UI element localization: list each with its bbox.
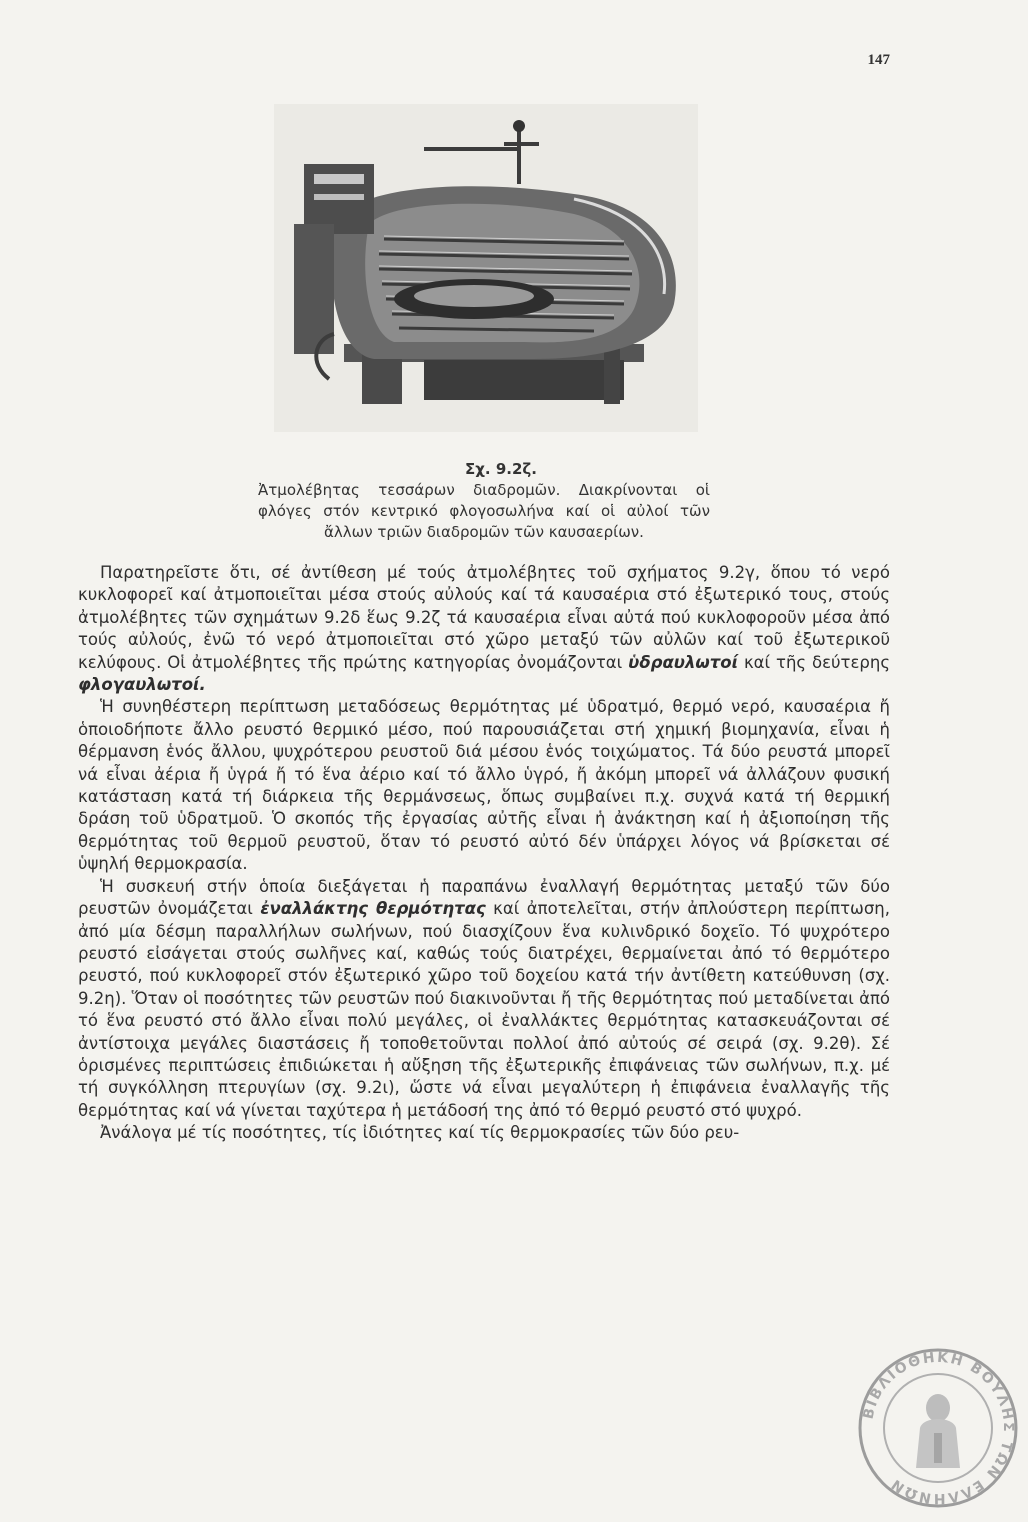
term-hydraulotoi: ὑδραυλωτοί [628, 652, 739, 672]
paragraph-3-text-b: καί ἀποτελεῖται, στήν ἀπλούστερη περίπτωση, ἀπό μία δέσμη παραλλήλων σωλήνων, πού διασχίζουν ἕνα κυλινδρικό δοχεῖο. Τό ψυχρότερο ρευστό εἰσάγεται στούς σωλῆνες καί, καθώς τούς διατρέχει, θερμαίνεται ἀπό τό θερμότερο ρευστό, πού κυκλοφορεῖ στόν ἐξωτερικό χῶρο τοῦ δοχείου κατά τήν ἀντίθετη κατεύθυνση (σχ. 9.2η). Ὅταν οἱ ποσότητες τῶν ρευστῶν πού διακινοῦνται ἤ τῆς θερμότητας πού μεταδίνεται ἀπό τό ἕνα ρευστό στό ἄλλο εἶναι πολύ μεγάλες, οἱ ἐναλλάκτες θερμότητας κατασκευάζονται σέ ἀντίστοιχα μεγάλες διαστάσεις ἤ τοποθετοῦνται πολλοί ἀπό αὐτούς σέ σειρά (σχ. 9.2θ). Σέ ὁρισμένες περιπτώσεις ἐπιδιώκεται ἡ αὔξηση τῆς ἐξωτερικῆς ἐπιφάνειας τῶν σωλήνων, π.χ. μέ τή συγκόλληση πτερυγίων (σχ. 9.2ι), ὥστε νά εἶναι μεγαλύτερη ἡ ἐπιφάνεια ἐναλλαγῆς τῆς θερμότητας καί νά γίνεται ταχύτερα ἡ μετάδοσή της ἀπό τό θερμό ρευστό στό ψυχρό. [78, 899, 891, 1120]
paragraph-3 [78, 876, 890, 1122]
paragraph-1 [78, 562, 890, 696]
paragraph-4: Ἀνάλογα μέ τίς ποσότητες, τίς ἰδιότητες καί τίς θερμοκρασίες τῶν δύο ρευ- [100, 1123, 740, 1143]
library-stamp [848, 1338, 1028, 1518]
page-number: 147 [867, 52, 890, 68]
paragraph-1-text-b: καί τῆς δεύτερης [743, 652, 891, 672]
boiler-photo [274, 104, 698, 432]
figure-caption: Ἀτμολέβητας τεσσάρων διαδρομῶν. Διακρίνονται οἱ φλόγες στόν κεντρικό φλογοσωλήνα καί οἱ αὐλοί τῶν ἄλλων τριῶν διαδρομῶν τῶν καυσαερίων. [258, 481, 710, 541]
body-text [78, 562, 890, 1145]
svg-text:ΒΙΒΛΙΟΘΗΚΗ ΒΟΥΛΗΣ ΤΩΝ ΕΛΛΗΝΩΝ: ΒΙΒΛΙΟΘΗΚΗ ΒΟΥΛΗΣ ΤΩΝ ΕΛΛΗΝΩΝ [860, 1349, 1017, 1507]
term-heat-exchanger: ἐναλλάκτης θερμότητας [260, 899, 486, 919]
term-flogaulotoi: φλογαυλωτοί. [78, 675, 206, 695]
paragraph-1-text-a: Παρατηρεῖστε ὅτι, σέ ἀντίθεση μέ τούς ἀτμολέβητες τοῦ σχήματος 9.2γ, ὅπου τό νερό κυκλοφορεῖ καί ἀτμοποιεῖται μέσα στούς αὐλούς καί τά καυσαέρια στό ἐξωτερικό τους, στούς ἀτμολέβητες τῶν σχημάτων 9.2δ ἕως 9.2ζ τά καυσαέρια εἶναι αὐτά πού κυκλοφοροῦν μέσα ἀπό τούς αὐλούς, ἐνῶ τό νερό ἀτμοποιεῖται στό χῶρο μεταξύ τῶν αὐλῶν καί τοῦ ἐξωτερικοῦ κελύφους. Οἱ ἀτμολέβητες τῆς πρώτης κατηγορίας ὀνομάζονται [78, 563, 890, 672]
paragraph-2: Ἡ συνηθέστερη περίπτωση μεταδόσεως θερμότητας μέ ὑδρατμό, θερμό νερό, καυσαέρια ἤ ὁποιοδήποτε ἄλλο ρευστό θερμικό μέσο, πού παρουσιάζεται στή χημική βιομηχανία, εἶναι ἡ θέρμανση ἑνός ἄλλου, ψυχρότερου ρευστοῦ διά μέσου ἑνός τοιχώματος. Τά δύο ρευστά μπορεῖ νά εἶναι ἀέρια ἤ ὑγρά ἤ τό ἕνα ἀέριο καί τό ἄλλο ὑγρό, ἤ ἀκόμη μπορεῖ νά ἀλλάζουν φυσική κατάσταση κατά τή διάρκεια τῆς θερμάνσεως, ὅπως συμβαίνει π.χ. συχνά κατά τή θερμική δράση τοῦ ὑδρατμοῦ. Ὁ σκοπός τῆς ἐργασίας αὐτῆς εἶναι ἡ ἀνάκτηση καί ἡ ἀξιοποίηση τῆς θερμότητας τοῦ θερμοῦ ρευστοῦ, ὅταν τό ρευστό αὐτό δέν ὑπάρχει λόγος νά βρίσκεται σέ ὑψηλή θερμοκρασία. [78, 697, 890, 874]
boiler-illustration [274, 104, 698, 432]
library-seal-icon [848, 1338, 1028, 1518]
figure-number: Σχ. 9.2ζ. [465, 460, 537, 478]
paragraph-3-text-a: Ἡ συσκευή στήν ὁποία διεξάγεται ἡ παραπάνω ἐναλλαγή θερμότητας μεταξύ τῶν δύο ρευστῶν ὀνομάζεται [78, 876, 890, 919]
